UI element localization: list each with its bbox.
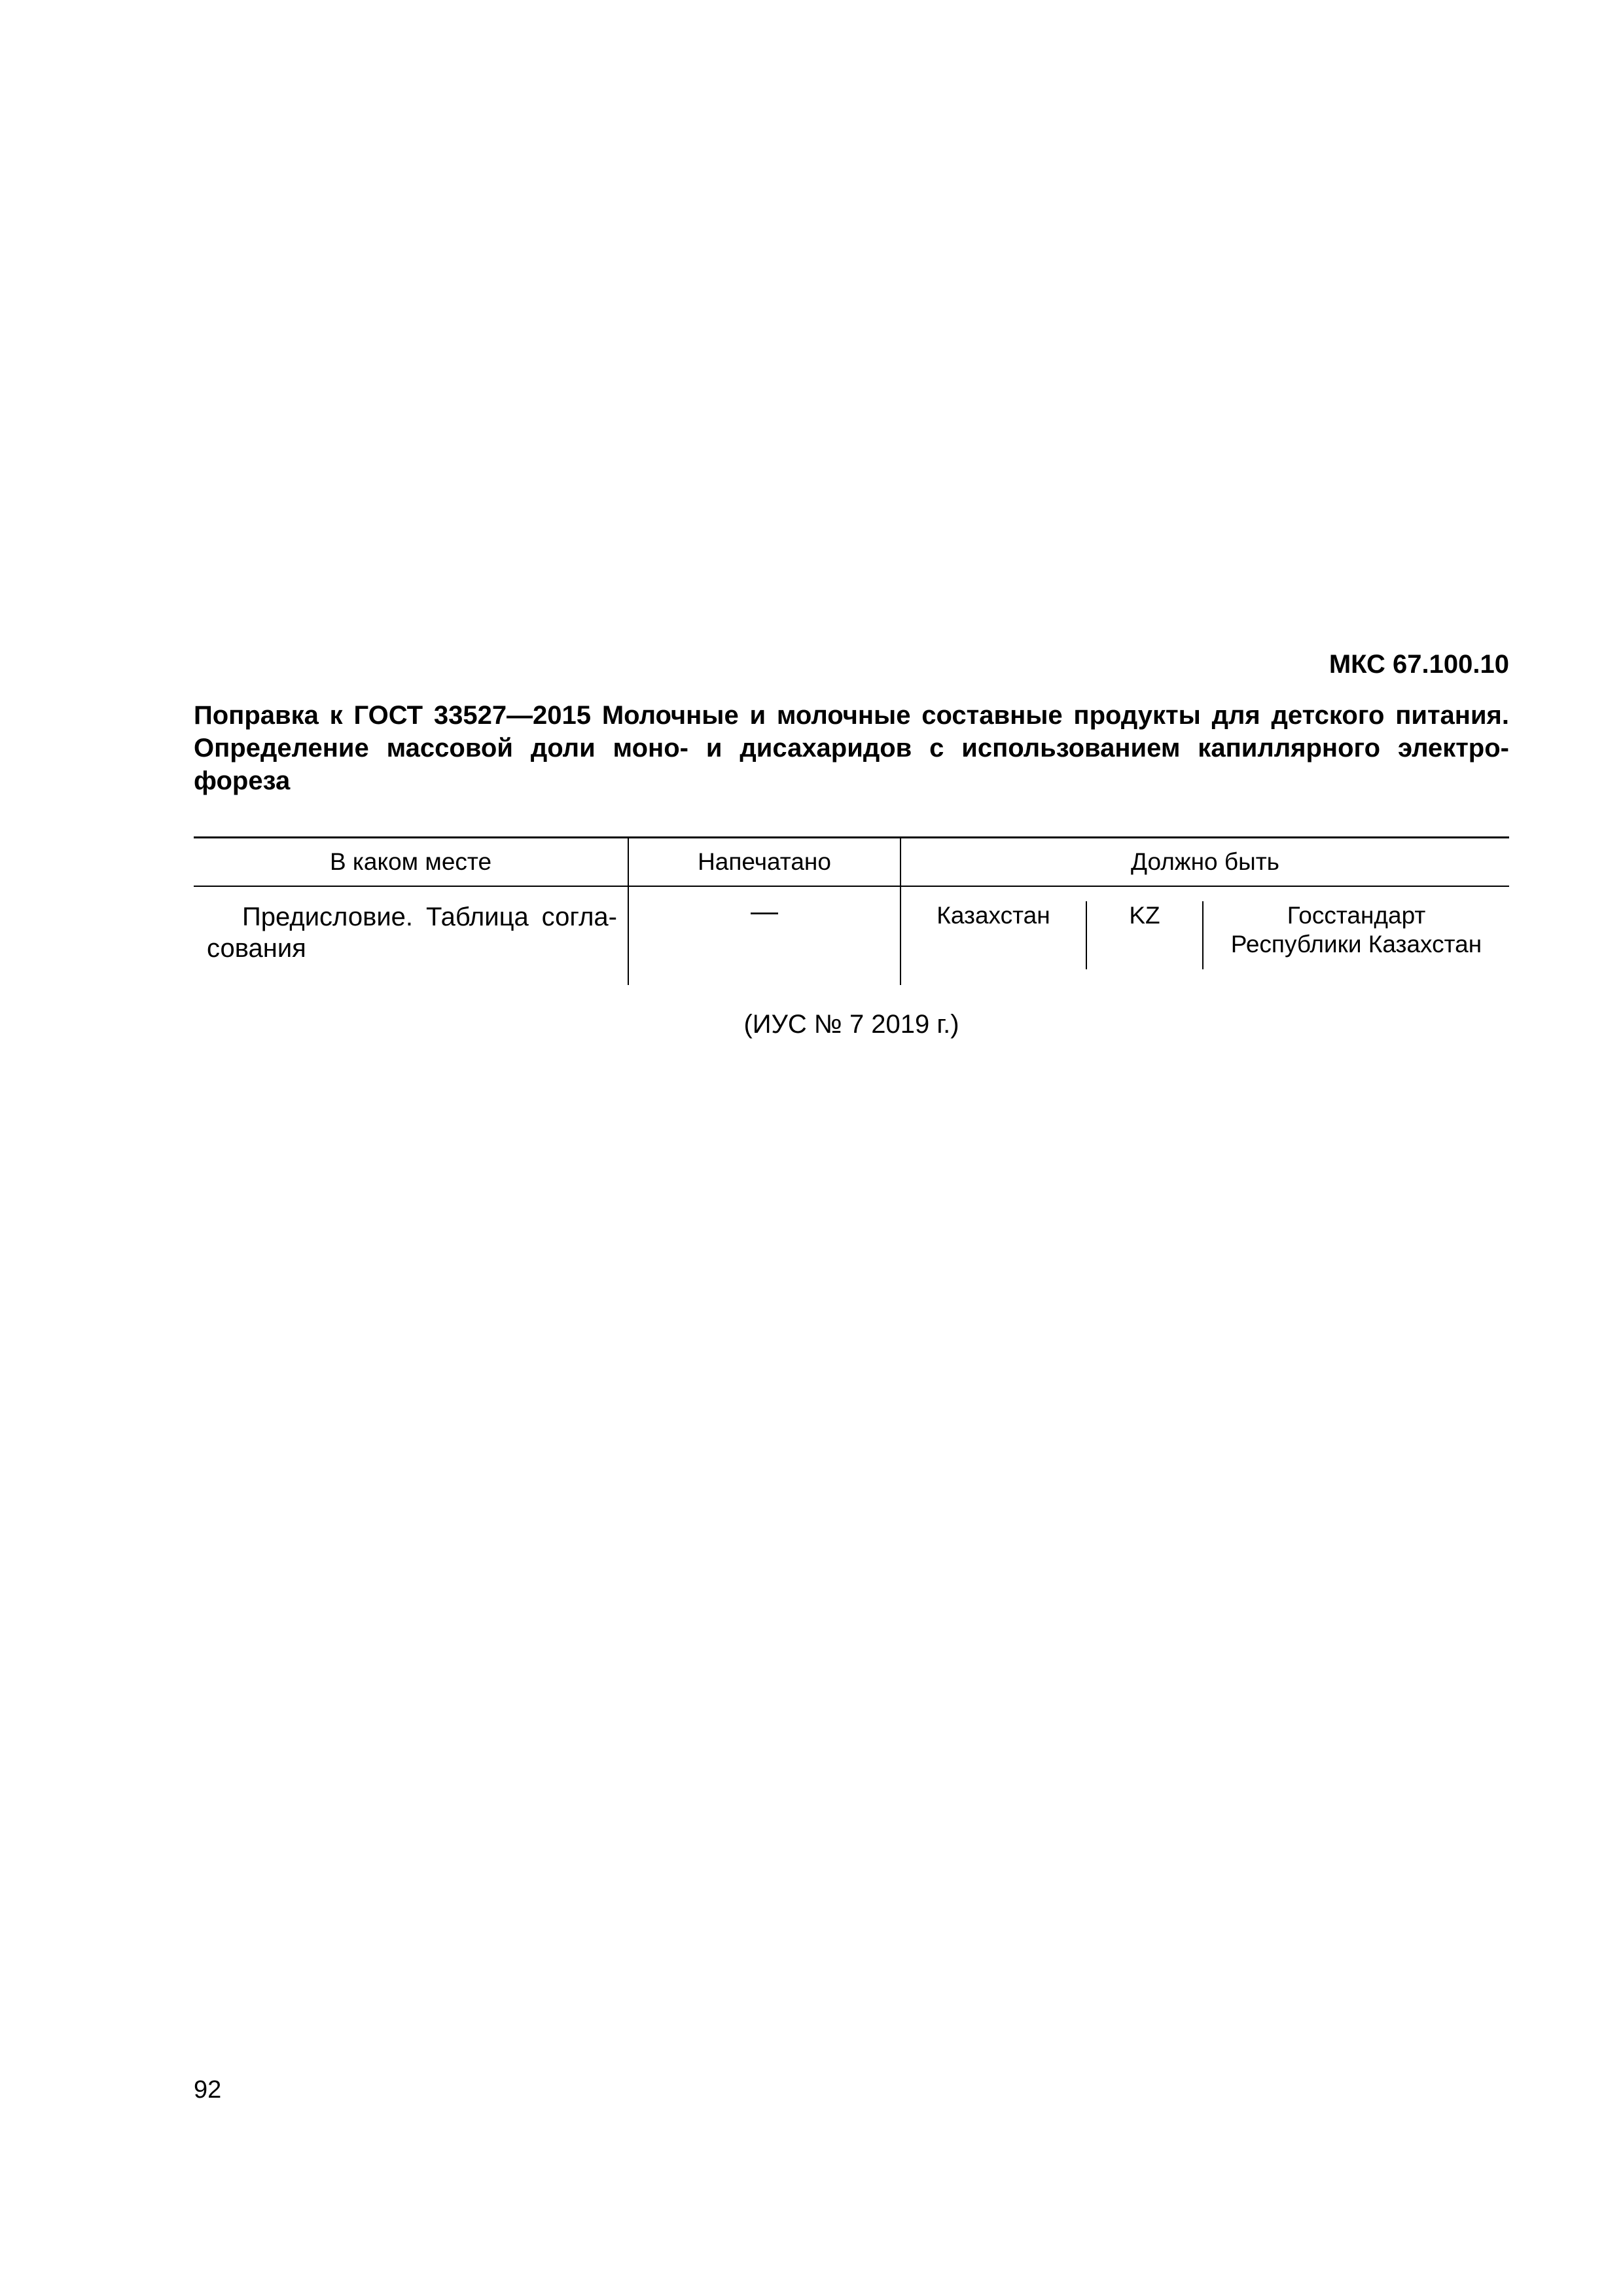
header-where: В каком месте — [194, 838, 628, 887]
cell-should-be — [901, 886, 1509, 985]
header-printed: Напечатано — [628, 838, 901, 887]
amendment-title-line-2: Определение массовой доли моно- и дисахаридов с использованием капиллярного электро- — [194, 734, 1509, 762]
mks-code: МКС 67.100.10 — [1329, 650, 1509, 679]
agency-line-1: Госстандарт — [1287, 902, 1426, 929]
standards-agency — [1204, 901, 1509, 969]
ius-reference: (ИУС № 7 2019 г.) — [743, 1010, 959, 1039]
header-should-be: Должно быть — [901, 838, 1509, 887]
table-header-row — [194, 838, 1509, 887]
amendment-title-line-1: Поправка к ГОСТ 33527—2015 Молочные и молочные составные продукты для детского питания. — [194, 701, 1509, 730]
amendment-title-line-3: фореза — [194, 766, 291, 795]
printed-dash: — — [751, 895, 778, 926]
table-row — [194, 886, 1509, 985]
page-number: 92 — [194, 2076, 222, 2104]
country-code: KZ — [1087, 901, 1204, 969]
cell-printed — [628, 886, 901, 985]
agency-line-2: Республики Казахстан — [1230, 931, 1482, 958]
cell-place — [194, 886, 628, 985]
amendment-title — [194, 699, 1509, 797]
should-be-group — [901, 887, 1509, 969]
place-text: Предисловие. Таблица согласования — [207, 903, 617, 963]
correction-table — [194, 836, 1509, 985]
country-name: Казахстан — [901, 901, 1087, 969]
